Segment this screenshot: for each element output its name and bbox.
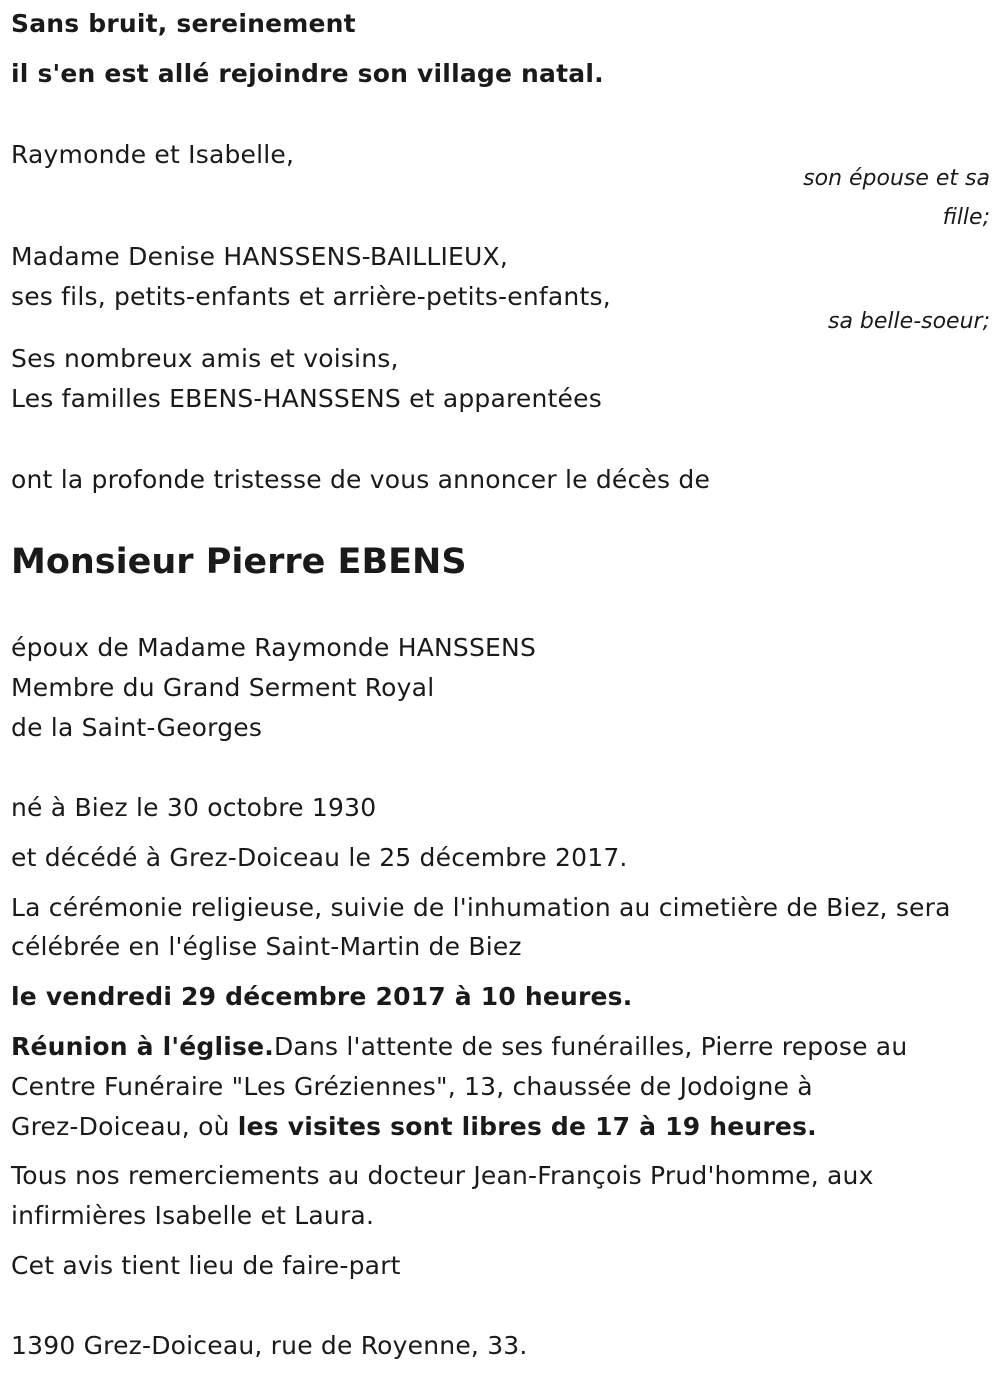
ceremony-date: le vendredi 29 décembre 2017 à 10 heures.	[11, 982, 633, 1011]
family-group-1-relation-b: fille;	[942, 205, 990, 230]
thanks-line-2: infirmières Isabelle et Laura.	[11, 1201, 375, 1230]
friends-line: Ses nombreux amis et voisins,	[11, 344, 399, 373]
deceased-name: Monsieur Pierre EBENS	[11, 542, 467, 582]
family-group-1-relation-a: son épouse et sa	[803, 166, 990, 191]
opening-line-2: il s'en est allé rejoindre son village natal.	[11, 59, 604, 88]
family-group-1-name: Raymonde et Isabelle,	[11, 140, 295, 169]
visits-prefix: Grez-Doiceau, où	[11, 1112, 238, 1141]
meeting-rest: Dans l'attente de ses funérailles, Pierre repose au	[273, 1032, 908, 1061]
families-line: Les familles EBENS-HANSSENS et apparentées	[11, 384, 602, 413]
thanks-line-1: Tous nos remerciements au docteur Jean-François Prud'homme, aux	[11, 1161, 874, 1190]
spouse-line: époux de Madame Raymonde HANSSENS	[11, 633, 537, 662]
meeting-bold: Réunion à l'église.	[11, 1032, 274, 1061]
address-line: 1390 Grez-Doiceau, rue de Royenne, 33.	[11, 1331, 528, 1360]
notice-line: Cet avis tient lieu de faire-part	[11, 1251, 401, 1280]
membership-line-1: Membre du Grand Serment Royal	[11, 673, 435, 702]
family-group-2-name: Madame Denise HANSSENS-BAILLIEUX,	[11, 242, 508, 271]
ceremony-line-1: La cérémonie religieuse, suivie de l'inhumation au cimetière de Biez, sera	[11, 893, 951, 922]
family-group-2-relation: sa belle-soeur;	[828, 309, 990, 334]
funeral-center-line: Centre Funéraire "Les Gréziennes", 13, chaussée de Jodoigne à	[11, 1072, 813, 1101]
opening-line-1: Sans bruit, sereinement	[11, 9, 356, 38]
death-line: et décédé à Grez-Doiceau le 25 décembre 2017.	[11, 843, 628, 872]
meeting-line	[11, 1032, 907, 1062]
birth-line: né à Biez le 30 octobre 1930	[11, 793, 377, 822]
membership-line-2: de la Saint-Georges	[11, 713, 263, 742]
visits-hours: les visites sont libres de 17 à 19 heures.	[237, 1112, 817, 1141]
announcement-text: ont la profonde tristesse de vous annoncer le décès de	[11, 465, 711, 494]
family-group-2-descendants: ses fils, petits-enfants et arrière-petits-enfants,	[11, 282, 611, 311]
ceremony-line-2: célébrée en l'église Saint-Martin de Biez	[11, 932, 522, 961]
visits-line	[11, 1112, 817, 1142]
